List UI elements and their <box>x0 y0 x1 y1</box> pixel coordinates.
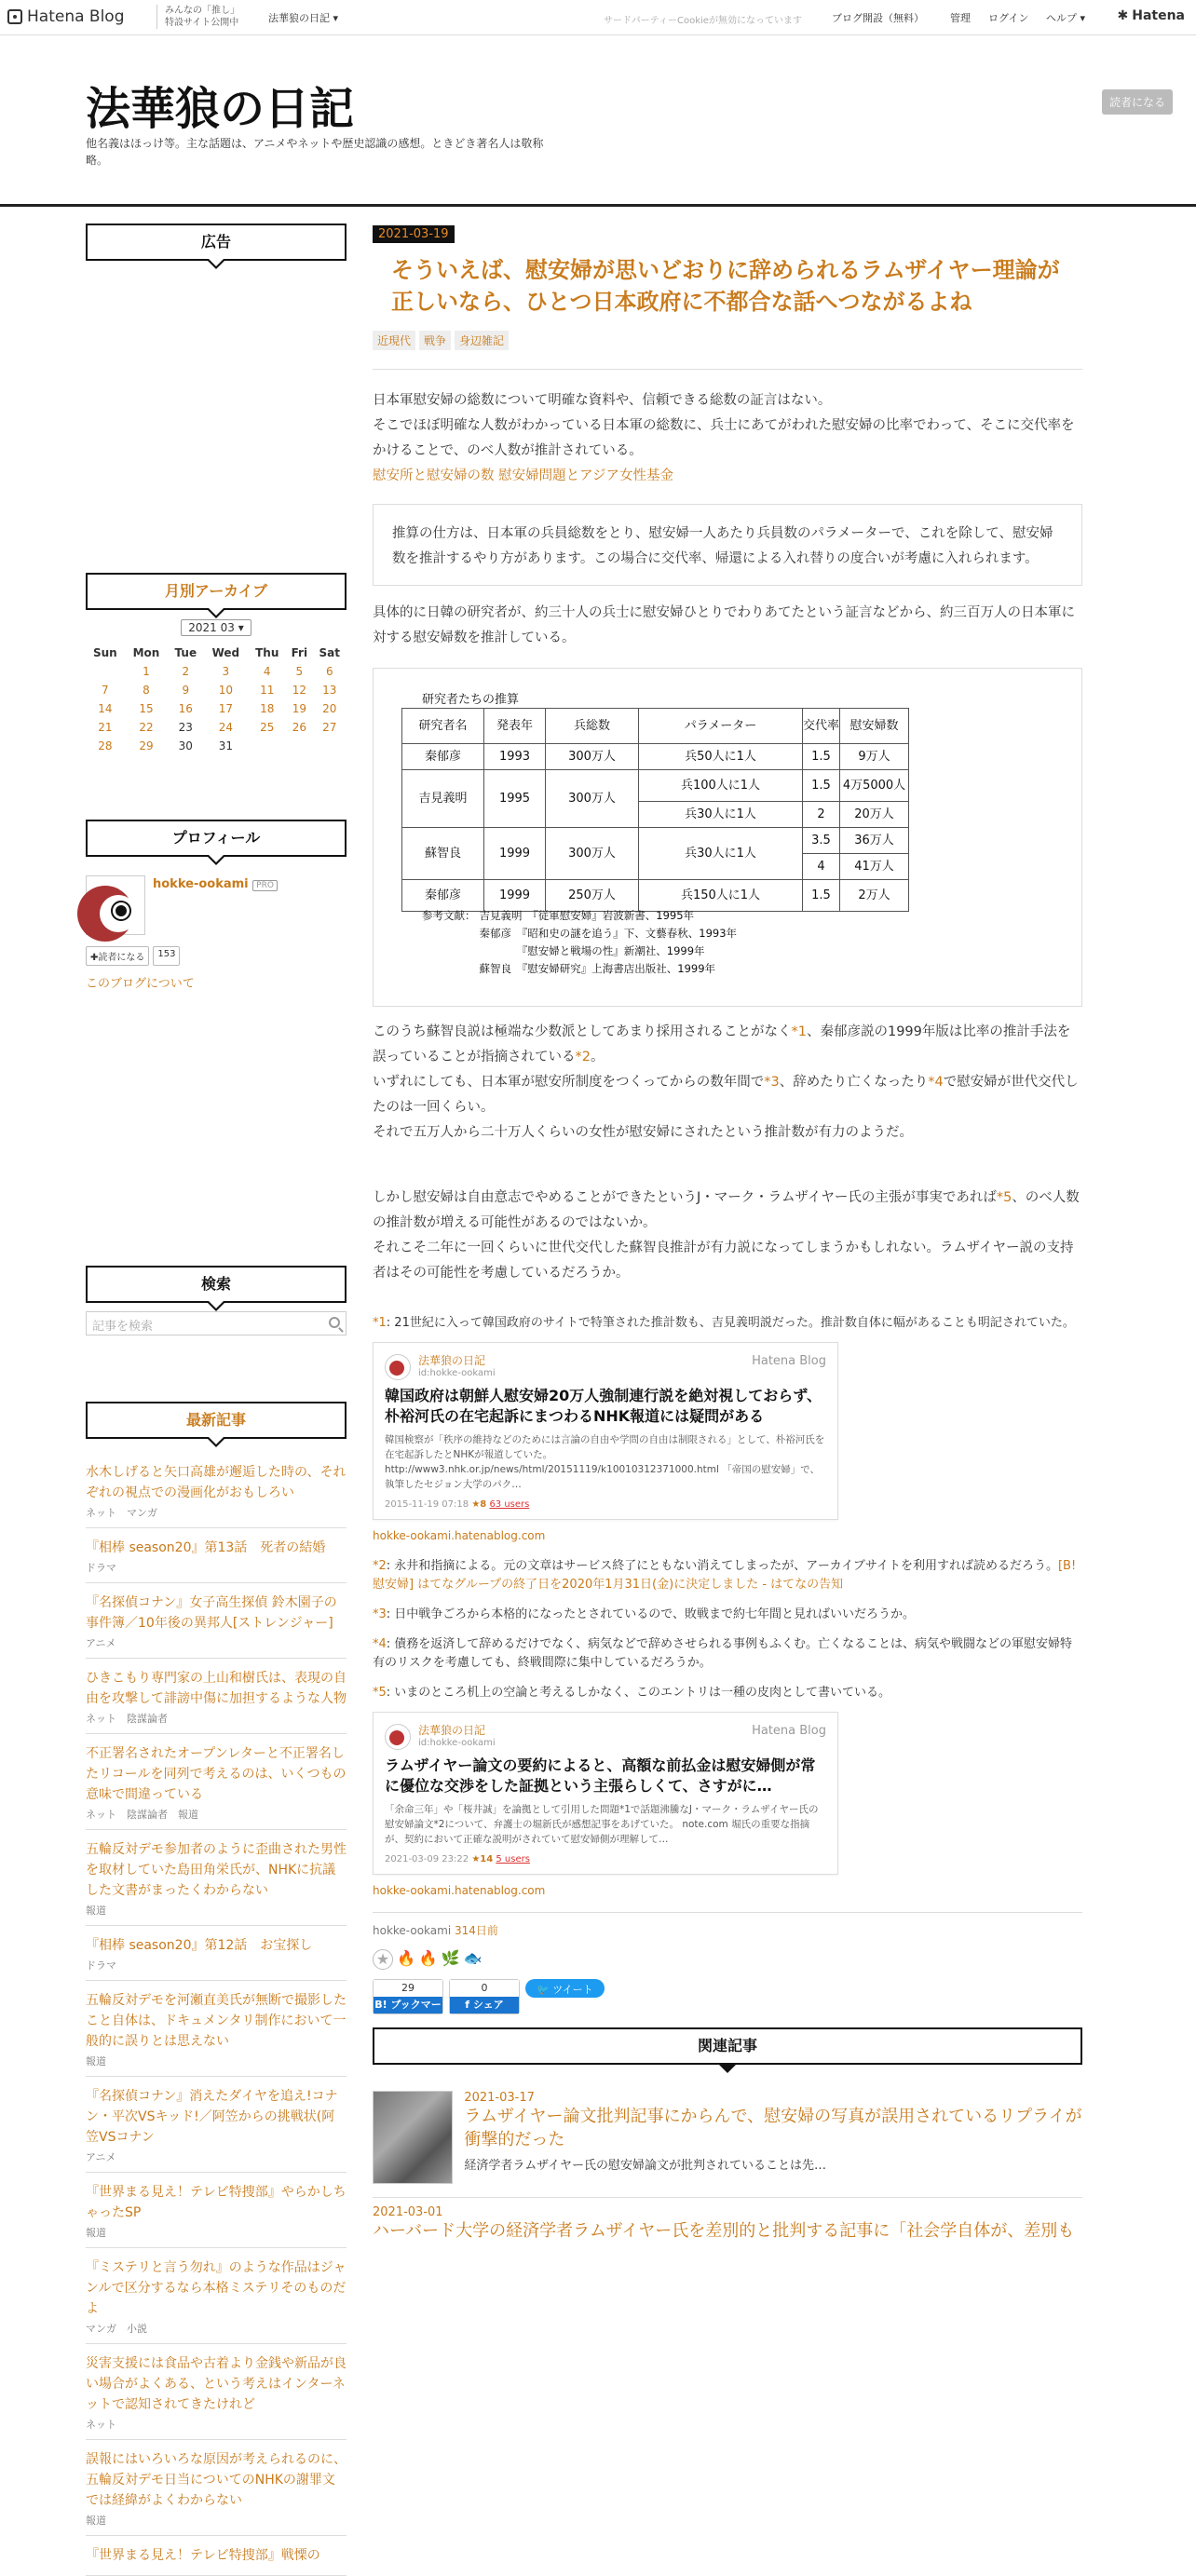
calendar-day[interactable]: 2 <box>182 665 190 678</box>
table-cell: 秦郁彦 <box>402 744 484 770</box>
recent-entry-title[interactable]: 『名探偵コナン』女子高生探偵 鈴木園子の事件簿／10年後の異邦人[ストレンジャー] <box>86 1595 337 1631</box>
hatena-blog-logo[interactable]: Hatena Blog <box>7 7 125 26</box>
paragraph: そこでほぼ明確な人数がわかっている日本軍の総数に、兵士にあてがわれた慰安婦の比率でわって、そこに交代率をかけることで、のべ人数が推計されている。 <box>373 418 1075 458</box>
recent-entry-categories[interactable]: 報道 <box>86 2055 106 2068</box>
reference-item: 秦郁彦 『昭和史の謎を追う』下、文藝春秋、1993年 <box>479 927 738 940</box>
table-cell: 41万人 <box>840 854 909 880</box>
table-cell: 2 <box>803 802 840 828</box>
calendar-day[interactable]: 26 <box>292 721 306 734</box>
table-caption: 研究者たちの推算 <box>422 693 520 707</box>
archive-link[interactable]: [B!慰安婦] はてなグループの終了日を2020年1月31日(金)に決定しました - はてなの告知 <box>373 1559 1077 1592</box>
weekday-header: Sun <box>92 646 117 659</box>
search-icon[interactable] <box>329 1317 340 1328</box>
admin-link[interactable]: 管理 <box>950 12 971 24</box>
entry-footer <box>373 1922 1082 1938</box>
sidebar <box>86 224 347 2563</box>
table-cell: 3.5 <box>803 828 840 854</box>
recent-entry[interactable] <box>86 2440 347 2536</box>
recent-entry[interactable] <box>86 2344 347 2440</box>
hatena-blog-brand: Hatena Blog <box>752 1354 826 1368</box>
recent-entries <box>86 1453 347 2576</box>
recent-entry[interactable] <box>86 1981 347 2077</box>
entry-body <box>373 388 1082 1286</box>
pro-badge: PRO <box>252 880 278 891</box>
blog-card-avatar <box>385 1724 411 1750</box>
recent-entry-categories[interactable]: 報道 <box>86 2515 106 2527</box>
blockquote: 推算の仕方は、日本軍の兵員総数をとり、慰安婦一人あたり兵員数のパラメーターで、これを除して、慰安婦数を推計するやり方があります。この場合に交代率、帰還による入れ替りの度合いが考慮に入れられます。 <box>373 504 1082 586</box>
paragraph: このうち蘇智良説は極端な少数派としてあまり採用されることがなく*1、秦郁彦説の1999年版は比率の推計手法を誤っていることが指摘されている*2。 <box>373 1024 1071 1064</box>
blog-card[interactable]: Hatena Blog 法華狼の日記 id:hokke-ookami ラムザイヤー論文の要約によると、高額な前払金は慰安婦側が常に優位な交渉をした証拠という主張らしくて、さすがに… 「余命三年」や「桜井誠」を論拠として引用した問題*1で話題沸騰なJ・マーク・ラムザイヤー氏の慰安婦論文*2について、弁護士の堀新氏が感想記事をあげていた。 note.com 堀氏の重要な指摘が、契約において正確な説明がされていて慰安婦側が理解して… 2021-03-09 23:22 ★14 5 users <box>373 1712 838 1875</box>
calendar-day <box>248 737 286 755</box>
recent-entry-categories[interactable]: ドラマ <box>86 1959 116 1972</box>
paragraph: しかし慰安婦は自由意志でやめることができたというJ・マーク・ラムザイヤー氏の主張が事実であれば*5、のべ人数の推計数が増える可能性があるのではないか。 <box>373 1190 1080 1230</box>
blog-card-title[interactable]: 韓国政府は朝鮮人慰安婦20万人強制連行説を絶対視しておらず、朴裕河氏の在宅起訴にまつわるNHK報道には疑問がある <box>385 1387 822 1425</box>
recent-entry[interactable] <box>86 2173 347 2248</box>
recent-entry-categories[interactable]: アニメ <box>86 2151 116 2163</box>
related-title[interactable]: ラムザイヤー論文批判記事にからんで、慰安婦の写真が誤用されているリプライが衝撃的だった <box>464 2107 1082 2149</box>
table-cell: 兵100人に1人 <box>639 770 803 802</box>
table-cell: 300万人 <box>546 828 639 880</box>
calendar-day[interactable]: 1 <box>143 665 150 678</box>
related-title[interactable]: ハーバード大学の経済学者ラムザイヤー氏を差別的と批判する記事に「社会学自体が、差別も <box>373 2221 1075 2241</box>
open-blog-link[interactable]: ブログ開設（無料） <box>832 12 924 24</box>
recent-entry-title[interactable]: 『世界まる見え！テレビ特捜部』戦慄の <box>86 2548 320 2563</box>
table-cell: 1.5 <box>803 770 840 802</box>
related-thumbnail[interactable] <box>373 2091 453 2184</box>
entry <box>373 224 1082 2243</box>
weekday-header: Thu <box>255 646 279 659</box>
entry-date[interactable]: 2021-03-19 <box>373 225 455 243</box>
recent-entry-categories[interactable]: マンガ 小説 <box>86 2323 147 2335</box>
table-cell: 9万人 <box>840 744 909 770</box>
calendar-day[interactable]: 29 <box>139 739 154 752</box>
table-cell: 兵30人に1人 <box>639 802 803 828</box>
plus-icon: ✚ <box>90 953 99 963</box>
star-user-icon[interactable]: 🌿 <box>441 1949 460 1967</box>
hatena-star-icon: ✱ <box>1117 8 1129 23</box>
ad-module-title: 広告 <box>86 224 347 261</box>
calendar-day <box>86 662 125 681</box>
recent-entry[interactable] <box>86 1583 347 1659</box>
reference-item: 吉見義明 『従軍慰安婦』岩波新書、1995年 <box>479 909 695 922</box>
footnote-4: *4: 債務を返済して辞めるだけでなく、病気などで辞めさせられる事例もふくむ。亡くなることは、病気や戦闘などの軍慰安婦特有のリスクを考慮しても、終戦間際に集中しているだろうか。 <box>373 1637 1073 1670</box>
hatena-logo-icon <box>7 9 22 24</box>
recent-entry[interactable] <box>86 1453 347 1528</box>
recent-entry-categories[interactable]: アニメ <box>86 1637 116 1649</box>
help-menu[interactable]: ヘルプ ▾ <box>1046 12 1086 24</box>
facebook-share-button[interactable]: 0 f シェア <box>449 1979 520 2014</box>
calendar-day[interactable]: 17 <box>218 702 233 715</box>
add-star-icon[interactable]: ★ <box>373 1949 393 1970</box>
calendar-day: 31 <box>218 739 233 752</box>
footnote-ref[interactable]: *4 <box>928 1075 944 1090</box>
divider <box>373 369 1082 370</box>
calendar-day[interactable]: 12 <box>292 684 306 697</box>
weekday-header: Fri <box>291 646 308 659</box>
paragraph: 日本軍慰安婦の総数について明確な資料や、信頼できる総数の証言はない。 <box>373 393 832 408</box>
permalink[interactable]: 314日前 <box>454 1924 498 1937</box>
calendar-day[interactable]: 7 <box>102 684 109 697</box>
blog-card[interactable]: Hatena Blog 法華狼の日記 id:hokke-ookami 韓国政府は朝鮮人慰安婦20万人強制連行説を絶対視しておらず、朴裕河氏の在宅起訴にまつわるNHK報道には疑問がある 韓国検察が「秩序の維持などのためには言論の自由や学問の自由は制限される」として、朴裕河氏を在宅起訴したとNHKが報道していた。 http://www3.nhk.or.jp/news/html/20151119/k10010312371000.html 「帝国の慰安婦」で、執筆したセジョン大学のパク… 2015-11-19 07:18 ★8 63 users <box>373 1342 838 1520</box>
footnote-5: *5: いまのところ机上の空論と考えるしかなく、このエントリは一種の皮肉として書いている。 <box>373 1686 891 1700</box>
calendar-day <box>313 737 347 755</box>
reference-item: 『慰安婦と戦場の性』新潮社、1999年 <box>479 944 705 957</box>
hatena-bookmark-button[interactable]: 29 B! ブックマーク <box>373 1979 443 2014</box>
estimate-table-image <box>373 668 1082 1007</box>
bookmark-users-link[interactable]: 63 users <box>489 1499 530 1510</box>
calendar-day[interactable]: 13 <box>322 684 337 697</box>
card-source-link[interactable]: hokke-ookami.hatenablog.com <box>373 1529 546 1542</box>
recent-entry-title[interactable]: 『名探偵コナン』消えたダイヤを追え!コナン・平次VSキッド!／阿笠からの挑戦状(阿笠VSコナン <box>86 2089 338 2145</box>
paragraph: いずれにしても、日本軍が慰安所制度をつくってからの数年間で*3、辞めたり亡くなったり*4で慰安婦が世代交代したのは一回くらい。 <box>373 1075 1079 1115</box>
recent-entry-title[interactable]: ひきこもり専門家の上山和樹氏は、表現の自由を攻撃して誹謗中傷に加担するような人物 <box>86 1671 347 1706</box>
footnote-ref[interactable]: *3 <box>764 1075 780 1090</box>
recent-entry[interactable] <box>86 1659 347 1734</box>
hatena-link[interactable]: ✱ Hatena <box>1117 8 1185 23</box>
blog-card-avatar <box>385 1354 411 1380</box>
recent-entry-categories[interactable]: ネット 陰謀論者 報道 <box>86 1809 198 1821</box>
table-header: 兵総数 <box>546 709 639 744</box>
references: 参考文献： 吉見義明 『従軍慰安婦』岩波新書、1995年 秦郁彦 『昭和史の謎を追う』下、文藝春秋、1993年 『慰安婦と戦場の性』新潮社、1999年 蘇智良 『慰安婦研究』上海書店出版社、1999年 <box>422 907 737 978</box>
table-cell: 1993 <box>484 744 546 770</box>
table-cell: 2万人 <box>840 880 909 912</box>
table-cell: 1999 <box>484 880 546 912</box>
recent-entry-categories[interactable]: 報道 <box>86 1905 106 1917</box>
promo-banner[interactable]: みんなの「推し」 特設サイト公開中 <box>156 5 239 29</box>
table-header: 慰安婦数 <box>840 709 909 744</box>
footnote-2: *2: 永井和指摘による。元の文章はサービス終了にともない消えてしまったが、アーカイブサイトを利用すれば読めるだろう。[B!慰安婦] はてなグループの終了日を2020年1月31日(金)に決定しました - はてなの告知 <box>373 1559 1077 1592</box>
twitter-icon: 🐦 <box>537 1984 550 1996</box>
calendar-day[interactable]: 15 <box>139 702 154 715</box>
calendar-day[interactable]: 8 <box>143 684 150 697</box>
search-module-title: 検索 <box>86 1266 347 1303</box>
avatar[interactable] <box>86 875 145 935</box>
login-link[interactable]: ログイン <box>988 12 1029 24</box>
table-cell: 4 <box>803 854 840 880</box>
profile-name[interactable]: hokke-ookami PRO <box>153 877 278 935</box>
table-cell: 1.5 <box>803 744 840 770</box>
entry-categories <box>373 331 1082 350</box>
search-input[interactable]: 記事を検索 <box>86 1311 347 1335</box>
calendar-day[interactable]: 18 <box>260 702 275 715</box>
table-header: 交代率 <box>803 709 840 744</box>
table-cell: 兵50人に1人 <box>639 744 803 770</box>
recent-entry-title[interactable]: 災害支援には食品や古着より金銭や新品が良い場合がよくある、という考えはインターネットで認知されてきたけれど <box>86 2356 347 2412</box>
blog-title[interactable]: 法華狼の日記 <box>86 83 355 135</box>
calendar-day[interactable]: 28 <box>98 739 113 752</box>
global-header <box>0 0 1196 35</box>
star-user-icon[interactable]: 🔥 <box>397 1949 415 1967</box>
table-header: 研究者名 <box>402 709 484 744</box>
share-buttons <box>373 1979 1082 2027</box>
profile-module-title: プロフィール <box>86 820 347 857</box>
recent-entry-categories[interactable]: ネット 陰謀論者 <box>86 1713 168 1725</box>
recent-entry[interactable] <box>86 1830 347 1926</box>
recent-entry-categories[interactable]: ネット マンガ <box>86 1507 157 1519</box>
calendar-table <box>86 644 347 755</box>
blog-header <box>0 35 1196 207</box>
bookmark-users-link[interactable]: 5 users <box>496 1854 530 1864</box>
recent-entry-title[interactable]: 水木しげると矢口高雄が邂逅した時の、それぞれの視点での漫画化がおもしろい <box>86 1465 347 1500</box>
recent-entry[interactable] <box>86 1734 347 1830</box>
table-cell: 1.5 <box>803 880 840 912</box>
recent-module-title: 最新記事 <box>86 1402 347 1439</box>
category-tag[interactable]: 身辺雑記 <box>455 331 509 350</box>
calendar-day[interactable]: 16 <box>178 702 193 715</box>
recent-entry-title[interactable]: 五輪反対デモを河瀬直美氏が無断で撮影したこと自体は、ドキュメンタリ制作において一般的に誤りとは思えない <box>86 1993 347 2049</box>
footnote-ref[interactable]: *2 <box>575 1050 591 1064</box>
estimate-table <box>401 708 909 912</box>
blog-card-title[interactable]: ラムザイヤー論文の要約によると、高額な前払金は慰安婦側が常に優位な交渉をした証拠という主張らしくて、さすがに… <box>385 1756 816 1795</box>
table-cell: 兵30人に1人 <box>639 828 803 880</box>
archive-month-select[interactable]: 2021 03 ▾ <box>181 619 251 636</box>
recent-entry-title[interactable]: 『ミステリと言う勿れ』のような作品はジャンルで区分するなら本格ミステリそのものだよ <box>86 2260 347 2316</box>
table-cell: 36万人 <box>840 828 909 854</box>
calendar-day <box>286 737 312 755</box>
calendar-day[interactable]: 20 <box>322 702 337 715</box>
table-cell: 250万人 <box>546 880 639 912</box>
table-cell: 蘇智良 <box>402 828 484 880</box>
calendar-day[interactable]: 3 <box>222 665 230 678</box>
star-user-icon[interactable]: 🐟 <box>463 1949 482 1967</box>
calendar-day[interactable]: 21 <box>98 721 113 734</box>
recent-entry-categories[interactable]: ドラマ <box>86 1562 116 1574</box>
profile <box>86 875 347 991</box>
footnote-ref[interactable]: *5 <box>996 1190 1013 1205</box>
source-link[interactable]: 慰安所と慰安婦の数 慰安婦問題とアジア女性基金 <box>373 468 674 483</box>
table-cell: 兵150人に1人 <box>639 880 803 912</box>
recent-entry-title[interactable]: 『世界まる見え！テレビ特捜部』やらかしちゃったSP <box>86 2185 347 2220</box>
blog-menu[interactable]: 法華狼の日記 ▾ <box>268 12 339 24</box>
archive-module-title: 月別アーカイブ <box>86 573 347 610</box>
related-entries-title: 関連記事 <box>373 2027 1082 2065</box>
recent-entry[interactable] <box>86 2536 347 2576</box>
footnotes <box>373 1314 1082 1897</box>
calendar-day[interactable]: 5 <box>295 665 304 678</box>
star-row <box>373 1949 1082 1970</box>
calendar-day[interactable]: 27 <box>322 721 337 734</box>
recent-entry-title[interactable]: 不正署名されたオープンレターと不正署名したリコールを同列で考えるのは、いくつもの意味で間違っている <box>86 1746 347 1802</box>
weekday-header: Tue <box>174 646 197 659</box>
paragraph: それこそ二年に一回くらいに世代交代した蘇智良推計が有力説になってしまうかもしれない。ラムザイヤー説の支持者はその可能性を考慮しているだろうか。 <box>373 1241 1074 1281</box>
entry-title[interactable]: そういえば、慰安婦が思いどおりに辞められるラムザイヤー理論が正しいなら、ひとつ日本政府に不都合な話へつながるよね <box>391 257 1060 315</box>
recent-entry-title[interactable]: 五輪反対デモ参加者のように歪曲された男性を取材していた島田角栄氏が、NHKに抗議した文書がまったくわからない <box>86 1842 347 1898</box>
table-cell: 1995 <box>484 770 546 828</box>
table-cell: 4万5000人 <box>840 770 909 802</box>
recent-entry[interactable] <box>86 2248 347 2344</box>
paragraph: それで五万人から二十万人くらいの女性が慰安婦にされたという推計数が有力のようだ。 <box>373 1125 913 1140</box>
card-source-link[interactable]: hokke-ookami.hatenablog.com <box>373 1884 546 1897</box>
calendar-day[interactable]: 10 <box>218 684 233 697</box>
star-user-icon[interactable]: 🔥 <box>418 1949 438 1967</box>
footnote-ref[interactable]: *1 <box>791 1024 807 1039</box>
table-header: 発表年 <box>484 709 546 744</box>
calendar-day[interactable]: 14 <box>98 702 113 715</box>
calendar-day[interactable]: 9 <box>182 684 190 697</box>
recent-entry-title[interactable]: 『相棒 season20』第12話 お宝探し <box>86 1938 313 1953</box>
recent-entry[interactable] <box>86 1926 347 1981</box>
weekday-header: Sat <box>319 646 340 659</box>
footnote-1: *1: 21世紀に入って韓国政府のサイトで特筆された推計数も、吉見義明説だった。推計数自体に幅があることも明記されていた。 <box>373 1316 1075 1330</box>
recent-entry-title[interactable]: 『相棒 season20』第13話 死者の結婚 <box>86 1540 326 1555</box>
calendar-day[interactable]: 22 <box>139 721 154 734</box>
tweet-button[interactable]: 🐦 ツイート <box>525 1979 605 1998</box>
subscriber-count: 153 <box>153 946 180 966</box>
calendar-day: 30 <box>178 739 193 752</box>
table-cell: 1999 <box>484 828 546 880</box>
calendar-day[interactable]: 6 <box>325 665 333 678</box>
table-cell: 300万人 <box>546 770 639 828</box>
footnote-3: *3: 日中戦争ごろから本格的になったとされているので、敗戦まで約七年間と見ればいいだろうか。 <box>373 1607 916 1621</box>
calendar-day[interactable]: 4 <box>263 665 271 678</box>
related-entry[interactable]: 2021-03-01 ハーバード大学の経済学者ラムザイヤー氏を差別的と批判する記事に「社会学自体が、差別も <box>373 2197 1082 2243</box>
recent-entry[interactable] <box>86 1528 347 1583</box>
divider <box>373 1912 1082 1913</box>
about-blog-link[interactable]: このブログについて <box>86 977 195 991</box>
profile-subscribe-button[interactable]: ✚読者になる <box>86 946 149 966</box>
table-cell: 吉見義明 <box>402 770 484 828</box>
hatena-blog-brand: Hatena Blog <box>752 1724 826 1738</box>
recent-entry-categories[interactable]: ネット <box>86 2419 116 2431</box>
calendar-day[interactable]: 25 <box>260 721 275 734</box>
category-tag[interactable]: 戦争 <box>419 331 451 350</box>
calendar-day[interactable]: 11 <box>260 684 275 697</box>
paragraph: 具体的に日韓の研究者が、約三十人の兵士に慰安婦ひとりでわりあてたという証言などから、約三百万人の日本軍に対する慰安婦数を推計している。 <box>373 605 1075 645</box>
reference-item: 蘇智良 『慰安婦研究』上海書店出版社、1999年 <box>479 962 716 975</box>
weekday-header: Wed <box>211 646 240 659</box>
recent-entry-categories[interactable]: 報道 <box>86 2227 106 2239</box>
calendar-day: 23 <box>178 721 193 734</box>
table-cell: 300万人 <box>546 744 639 770</box>
calendar-day[interactable]: 19 <box>292 702 306 715</box>
recent-entry[interactable] <box>86 2077 347 2173</box>
table-header: パラメーター <box>639 709 803 744</box>
category-tag[interactable]: 近現代 <box>373 331 415 350</box>
table-cell: 20万人 <box>840 802 909 828</box>
cookie-notice: サードパーティーCookieが無効になっています <box>604 16 802 26</box>
calendar-day[interactable]: 24 <box>218 721 233 734</box>
weekday-header: Mon <box>132 646 160 659</box>
related-entry[interactable]: 2021-03-17 ラムザイヤー論文批判記事にからんで、慰安婦の写真が誤用されているリプライが衝撃的だった 経済学者ラムザイヤー氏の慰安婦論文が批判されていることは先… <box>373 2091 1082 2184</box>
author-link[interactable]: hokke-ookami <box>373 1924 452 1937</box>
subscribe-button[interactable]: 読者になる <box>1102 89 1173 115</box>
table-cell: 秦郁彦 <box>402 880 484 912</box>
blog-description: 他名義はほっけ等。主な話題は、アニメやネットや歴史認識の感想。ときどき著名人は敬称略。 <box>86 137 544 167</box>
recent-entry-title[interactable]: 誤報にはいろいろな原因が考えられるのに、五輪反対デモ日当についてのNHKの謝罪文では経緯がよくわからない <box>86 2452 347 2508</box>
archive-calendar <box>86 619 347 755</box>
